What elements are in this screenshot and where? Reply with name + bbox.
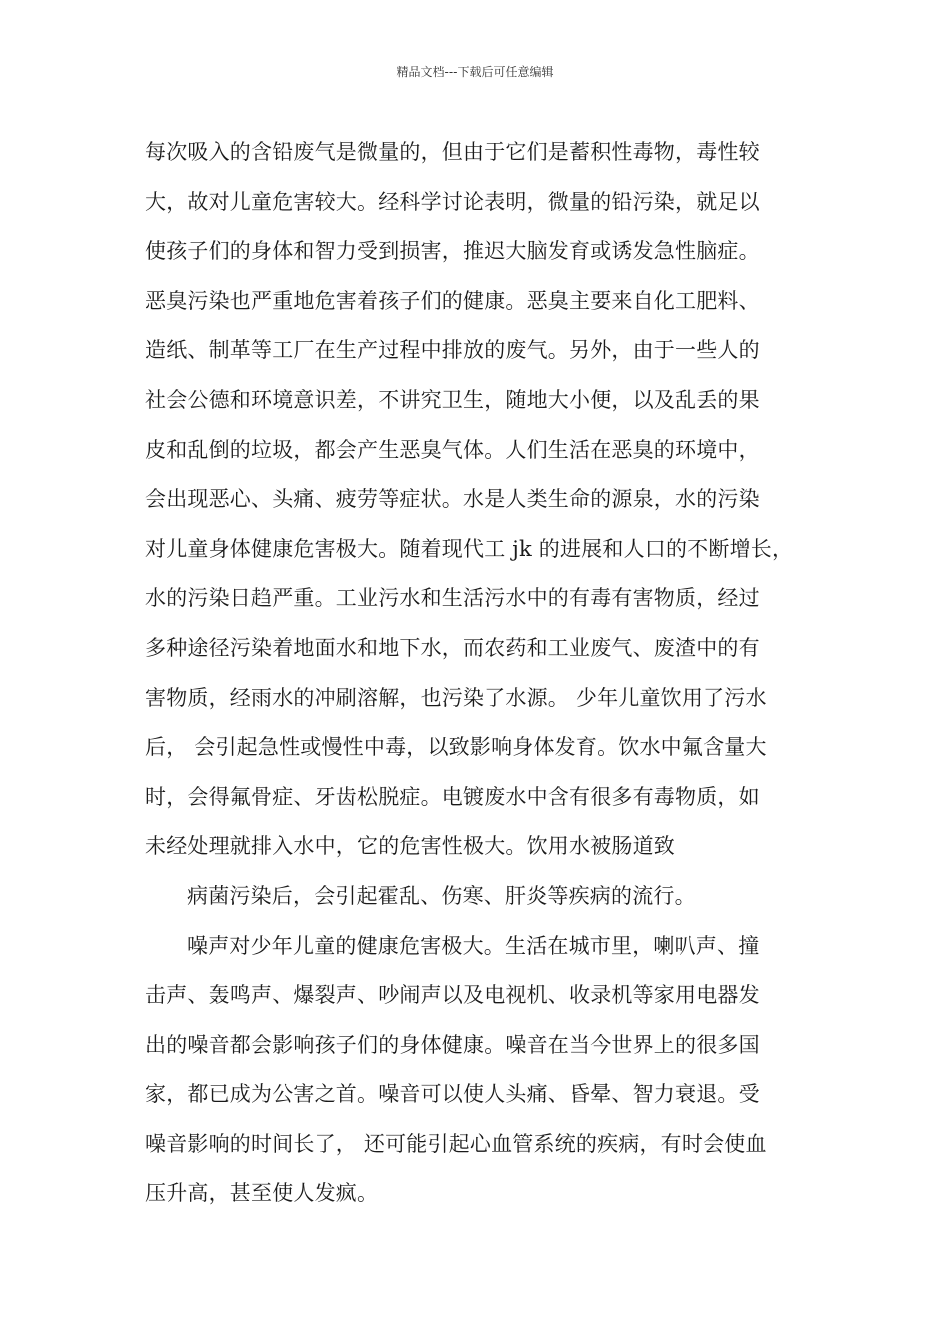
text-line: 恶臭污染也严重地危害着孩子们的健康。恶臭主要来自化工肥料、 xyxy=(145,288,760,313)
text-line: 害物质，经雨水的冲刷溶解，也污染了水源。 少年儿童饮用了污水 xyxy=(145,685,767,710)
text-line: 家，都已成为公害之首。噪音可以使人头痛、昏晕、智力衰退。受 xyxy=(145,1082,760,1107)
text-line: 病菌污染后，会引起霍乱、伤寒、肝炎等疾病的流行。 xyxy=(187,883,696,908)
document-body xyxy=(145,128,835,1219)
text-line: 水的污染日趋严重。工业污水和生活污水中的有毒有害物质，经过 xyxy=(145,586,760,611)
text-line: 时，会得氟骨症、牙齿松脱症。电镀废水中含有很多有毒物质，如 xyxy=(145,784,760,809)
text-line: 后， 会引起急性或慢性中毒，以致影响身体发育。饮水中氟含量大 xyxy=(145,735,767,760)
text-line: 噪音影响的时间长了， 还可能引起心血管系统的疾病，有时会使血 xyxy=(145,1131,767,1156)
text-line: 使孩子们的身体和智力受到损害，推迟大脑发育或诱发急性脑症。 xyxy=(145,239,760,264)
text-line: 会出现恶心、头痛、疲劳等症状。水是人类生命的源泉，水的污染 xyxy=(145,487,760,512)
text-line: 每次吸入的含铅废气是微量的，但由于它们是蓄积性毒物，毒性较 xyxy=(145,140,760,164)
text-line: 大，故对儿童危害较大。经科学讨论表明，微量的铅污染，就足以 xyxy=(145,189,760,214)
text-line: 噪声对少年儿童的健康危害极大。生活在城市里，喇叭声、撞 xyxy=(187,933,760,958)
text-line: 对儿童身体健康危害极大。随着现代工 jk 的进展和人口的不断增长， xyxy=(145,536,794,561)
text-line: 社会公德和环境意识差，不讲究卫生，随地大小便，以及乱丢的果 xyxy=(145,387,760,412)
text-line: 压升高，甚至使人发疯。 xyxy=(145,1181,379,1206)
text-line: 未经处理就排入水中，它的危害性极大。饮用水被肠道致 xyxy=(145,834,675,859)
text-line: 造纸、制革等工厂在生产过程中排放的废气。另外，由于一些人的 xyxy=(145,338,760,363)
text-line: 皮和乱倒的垃圾，都会产生恶臭气体。人们生活在恶臭的环境中， xyxy=(145,437,760,462)
page-header: 精品文档---下载后可任意编辑 xyxy=(396,65,554,79)
text-line: 击声、轰鸣声、爆裂声、吵闹声以及电视机、收录机等家用电器发 xyxy=(145,983,760,1008)
text-line: 出的噪音都会影响孩子们的身体健康。噪音在当今世界上的很多国 xyxy=(145,1032,760,1057)
text-line: 多种途径污染着地面水和地下水，而农药和工业废气、废渣中的有 xyxy=(145,635,760,660)
